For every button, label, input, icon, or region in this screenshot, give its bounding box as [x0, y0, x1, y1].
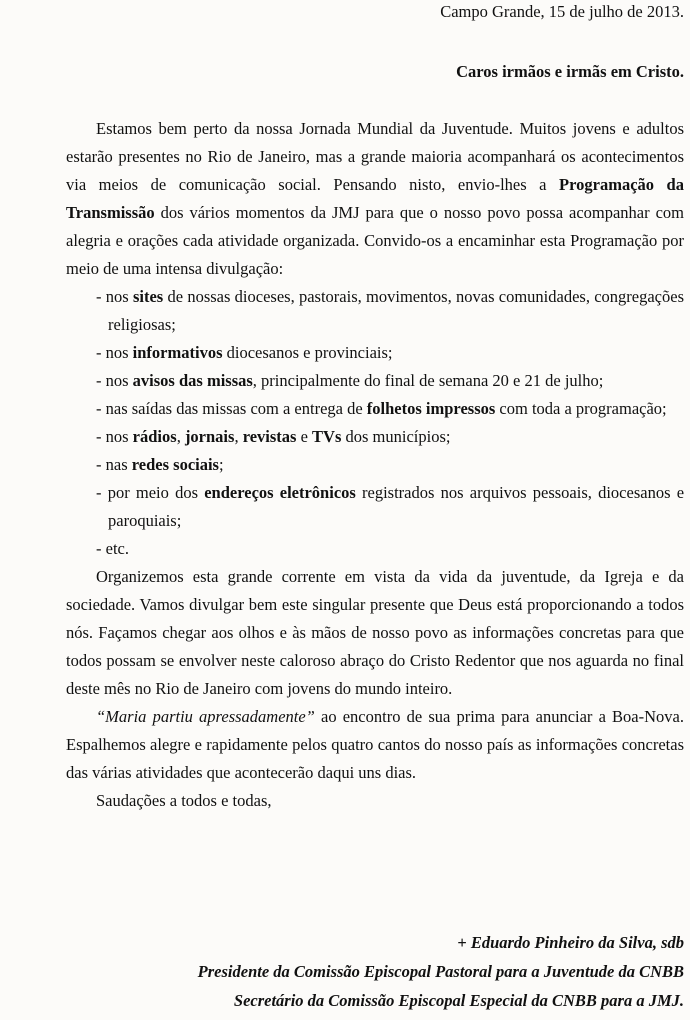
signature-role-2: Secretário da Comissão Episcopal Especial da CNBB para a JMJ. — [233, 991, 684, 1010]
signature-role-1: Presidente da Comissão Episcopal Pastoral para a Juventude da CNBB — [197, 962, 684, 981]
list-item: - nos informativos diocesanos e provinciais; — [96, 343, 393, 362]
list-item: - nas saídas das missas com a entrega de folhetos impressos com toda a programação; — [96, 399, 667, 418]
letter-closing: Saudações a todos e todas, — [96, 791, 272, 810]
list-item: - etc. — [96, 539, 129, 558]
letter-greeting: Caros irmãos e irmãs em Cristo. — [456, 62, 684, 81]
paragraph-call: Organizemos esta grande corrente em vista da vida da juventude, da Igreja e da sociedade. Vamos divulgar bem este singular presente que Deus está proporcionando a todos nós. Façamos chegar aos olhos e às mãos de nosso povo as informações concretas para que todos possam se envolver neste caloroso abraço do Cristo Redentor que nos aguarda no final deste mês no Rio de Janeiro com jovens do mundo inteiro. — [66, 567, 684, 698]
paragraph-quote: “Maria partiu apressadamente” ao encontro de sua prima para anunciar a Boa-Nova. Espalhemos alegre e rapidamente pelos quatro cantos do nosso país as informações concretas das várias atividades que acontecerão daqui uns dias. — [66, 707, 684, 782]
list-item: - por meio dos endereços eletrônicos registrados nos arquivos pessoais, diocesanos e paroquiais; — [96, 483, 685, 530]
dissemination-list — [96, 283, 684, 563]
list-item: - nos rádios, jornais, revistas e TVs dos municípios; — [96, 427, 451, 446]
letter-date: Campo Grande, 15 de julho de 2013. — [440, 2, 684, 21]
list-item: - nas redes sociais; — [96, 455, 224, 474]
list-item: - nos sites de nossas dioceses, pastorais, movimentos, novas comunidades, congregações religiosas; — [96, 287, 684, 334]
paragraph-intro: Estamos bem perto da nossa Jornada Mundial da Juventude. Muitos jovens e adultos estarão presentes no Rio de Janeiro, mas a grande maioria acompanhará os acontecimentos via meios de comunicação social. Pensando nisto, envio-lhes a Programação da Transmissão dos vários momentos da JMJ para que o nosso povo possa acompanhar com alegria e orações cada atividade organizada. Convido-os a encaminhar esta Programação por meio de uma intensa divulgação: — [66, 119, 684, 278]
list-item: - nos avisos das missas, principalmente do final de semana 20 e 21 de julho; — [96, 371, 604, 390]
letter-body — [66, 115, 684, 815]
signature-name: + Eduardo Pinheiro da Silva, sdb — [457, 933, 684, 952]
